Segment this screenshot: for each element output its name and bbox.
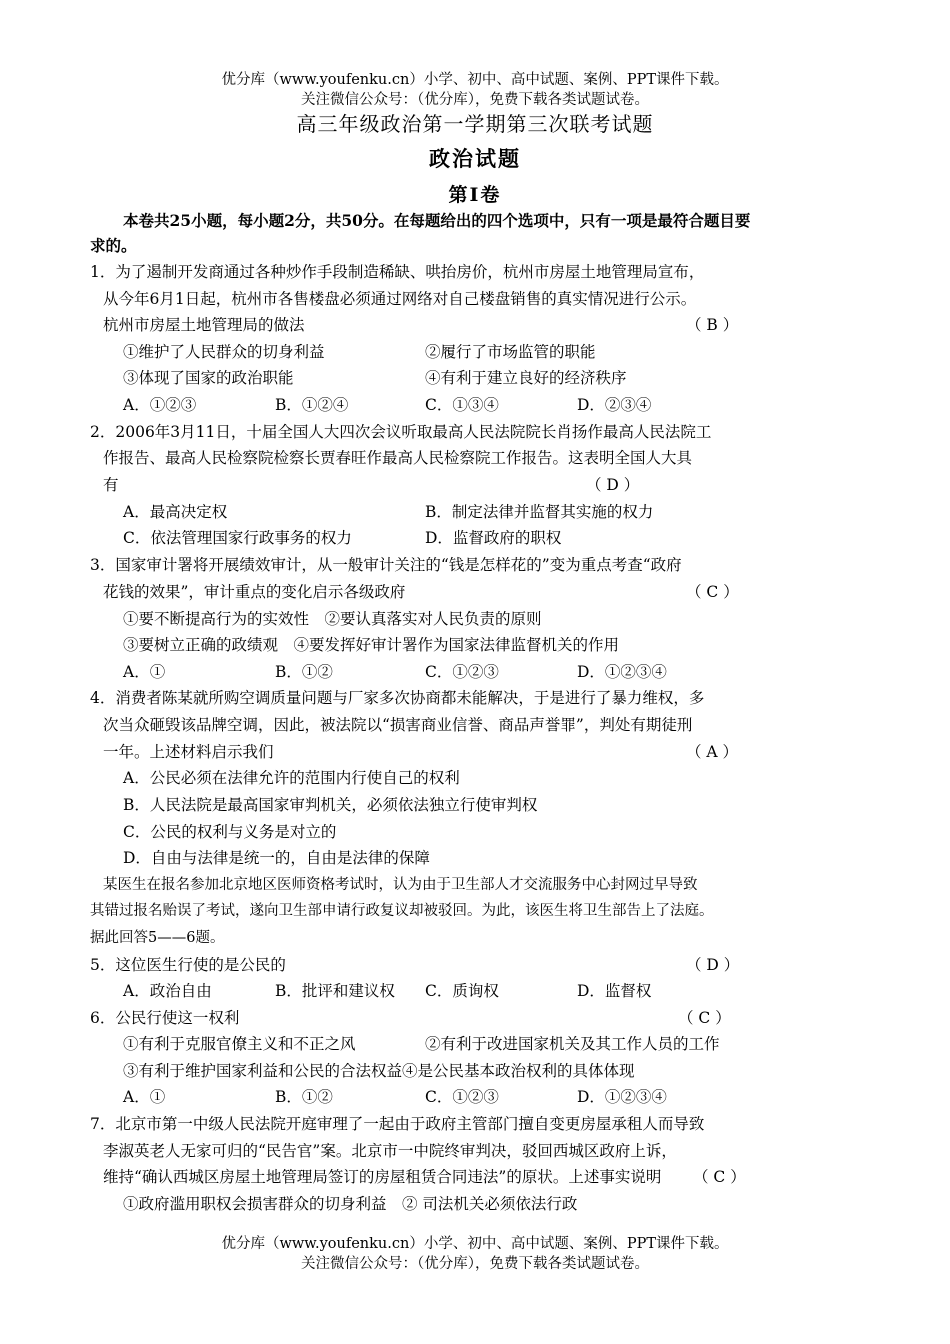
q6-option-c: C．①②③ bbox=[425, 1088, 499, 1106]
q4-option-d: D．自由与法律是统一的，自由是法律的保障 bbox=[123, 849, 430, 867]
instructions-line-2: 求的。 bbox=[90, 236, 137, 255]
q7-answer: （ C ） bbox=[693, 1168, 746, 1186]
q3-option-c: C．①②③ bbox=[425, 663, 499, 681]
q3-option-d: D．①②③④ bbox=[577, 663, 667, 681]
q6-statement-1: ①有利于克服官僚主义和不正之风 bbox=[123, 1035, 356, 1053]
q4-option-a: A．公民必须在法律允许的范围内行使自己的权利 bbox=[123, 769, 460, 787]
q6-option-d: D．①②③④ bbox=[577, 1088, 667, 1106]
q1-line-2: 从今年6月1日起，杭州市各售楼盘必须通过网络对自己楼盘销售的真实情况进行公示。 bbox=[103, 290, 697, 308]
q2-line-2: 作报告、最高人民检察院检察长贾春旺作最高人民检察院工作报告。这表明全国人大具 bbox=[103, 449, 693, 467]
q4-option-c: C．公民的权利与义务是对立的 bbox=[123, 823, 337, 841]
q6-statement-2: ②有利于改进国家机关及其工作人员的工作 bbox=[425, 1035, 720, 1053]
q2-option-a: A．最高决定权 bbox=[123, 503, 228, 521]
q2-line-3: 有 bbox=[103, 476, 119, 494]
q4-line-2: 次当众砸毁该品牌空调，因此，被法院以“损害商业信誉、商品声誉罪”，判处有期徒刑 bbox=[103, 716, 693, 734]
q1-option-d: D．②③④ bbox=[577, 396, 652, 414]
q1-option-a: A．①②③ bbox=[123, 396, 197, 414]
material-line-2: 其错过报名贻误了考试，遂向卫生部申请行政复议却被驳回。为此，该医生将卫生部告上了法庭。 bbox=[90, 903, 714, 919]
q4-line-1: 4．消费者陈某就所购空调质量问题与厂家多次协商都未能解决，于是进行了暴力维权，多 bbox=[90, 689, 705, 707]
q3-line-2: 花钱的效果”，审计重点的变化启示各级政府 bbox=[103, 583, 406, 601]
footer-line-1: 优分库（www.youfenku.cn）小学、初中、高中试题、案例、PPT课件下载。 bbox=[221, 1236, 729, 1252]
subject-title: 政治试题 bbox=[429, 146, 521, 171]
section-title: 第Ⅰ卷 bbox=[448, 184, 502, 206]
q4-line-3: 一年。上述材料启示我们 bbox=[103, 743, 274, 761]
q2-answer: （ D ） bbox=[586, 476, 640, 494]
material-line-1: 某医生在报名参加北京地区医师资格考试时，认为由于卫生部人才交流服务中心封网过早导致 bbox=[103, 877, 698, 893]
q3-option-a: A．① bbox=[123, 663, 166, 681]
q3-statement-2: ③要树立正确的政绩观 ④要发挥好审计署作为国家法律监督机关的作用 bbox=[123, 636, 620, 654]
header-line-2: 关注微信公众号：（优分库），免费下载各类试题试卷。 bbox=[301, 92, 649, 108]
q4-answer: （ A ） bbox=[686, 743, 739, 761]
q6-answer: （ C ） bbox=[678, 1009, 731, 1027]
q3-line-1: 3．国家审计署将开展绩效审计，从一般审计关注的“钱是怎样花的”变为重点考查“政府 bbox=[90, 556, 682, 574]
material-line-3: 据此回答5——6题。 bbox=[90, 930, 225, 946]
q1-statement-4: ④有利于建立良好的经济秩序 bbox=[425, 369, 627, 387]
q1-option-c: C．①③④ bbox=[425, 396, 499, 414]
q5-option-b: B．批评和建议权 bbox=[275, 982, 395, 1000]
footer-line-2: 关注微信公众号：（优分库），免费下载各类试题试卷。 bbox=[301, 1256, 649, 1272]
q7-line-2: 李淑英老人无家可归的“民告官”案。北京市一中院终审判决，驳回西城区政府上诉， bbox=[103, 1142, 677, 1160]
q5-option-d: D．监督权 bbox=[577, 982, 652, 1000]
q5-line-1: 5．这位医生行使的是公民的 bbox=[90, 956, 286, 974]
q6-option-a: A．① bbox=[123, 1088, 166, 1106]
q2-option-b: B．制定法律并监督其实施的权力 bbox=[425, 503, 654, 521]
q1-option-b: B．①②④ bbox=[275, 396, 349, 414]
q1-statement-3: ③体现了国家的政治职能 bbox=[123, 369, 294, 387]
q3-statement-1: ①要不断提高行为的实效性 ②要认真落实对人民负责的原则 bbox=[123, 610, 542, 628]
q5-option-c: C．质询权 bbox=[425, 982, 499, 1000]
q7-line-3: 维持“确认西城区房屋土地管理局签订的房屋租赁合同违法”的原状。上述事实说明 bbox=[103, 1168, 662, 1186]
q2-option-c: C．依法管理国家行政事务的权力 bbox=[123, 529, 352, 547]
instructions-line-1: 本卷共25小题，每小题2分，共50分。在每题给出的四个选项中，只有一项是最符合题目要 bbox=[123, 211, 751, 230]
q1-answer: （ B ） bbox=[686, 316, 739, 334]
q2-line-1: 2．2006年3月11日，十届全国人大四次会议听取最高人民法院院长肖扬作最高人民法院工 bbox=[90, 423, 712, 441]
q5-option-a: A．政治自由 bbox=[123, 982, 212, 1000]
q4-option-b: B．人民法院是最高国家审判机关，必须依法独立行使审判权 bbox=[123, 796, 538, 814]
q6-option-b: B．①② bbox=[275, 1088, 333, 1106]
q6-statement-3: ③有利于维护国家利益和公民的合法权益④是公民基本政治权利的具体体现 bbox=[123, 1062, 635, 1080]
q7-statement-1: ①政府滥用职权会损害群众的切身利益 ② 司法机关必须依法行政 bbox=[123, 1195, 578, 1213]
q1-statement-2: ②履行了市场监管的职能 bbox=[425, 343, 596, 361]
q1-line-3: 杭州市房屋土地管理局的做法 bbox=[103, 316, 305, 334]
header-line-1: 优分库（www.youfenku.cn）小学、初中、高中试题、案例、PPT课件下载。 bbox=[221, 72, 729, 88]
q7-line-1: 7．北京市第一中级人民法院开庭审理了一起由于政府主管部门擅自变更房屋承租人而导致 bbox=[90, 1115, 705, 1133]
q5-answer: （ D ） bbox=[686, 956, 740, 974]
q1-line-1: 1．为了遏制开发商通过各种炒作手段制造稀缺、哄抬房价，杭州市房屋土地管理局宣布， bbox=[90, 263, 705, 281]
q3-option-b: B．①② bbox=[275, 663, 333, 681]
q3-answer: （ C ） bbox=[686, 583, 739, 601]
q1-statement-1: ①维护了人民群众的切身利益 bbox=[123, 343, 325, 361]
exam-title: 高三年级政治第一学期第三次联考试题 bbox=[296, 112, 654, 136]
q6-line-1: 6．公民行使这一权利 bbox=[90, 1009, 240, 1027]
q2-option-d: D．监督政府的职权 bbox=[425, 529, 562, 547]
